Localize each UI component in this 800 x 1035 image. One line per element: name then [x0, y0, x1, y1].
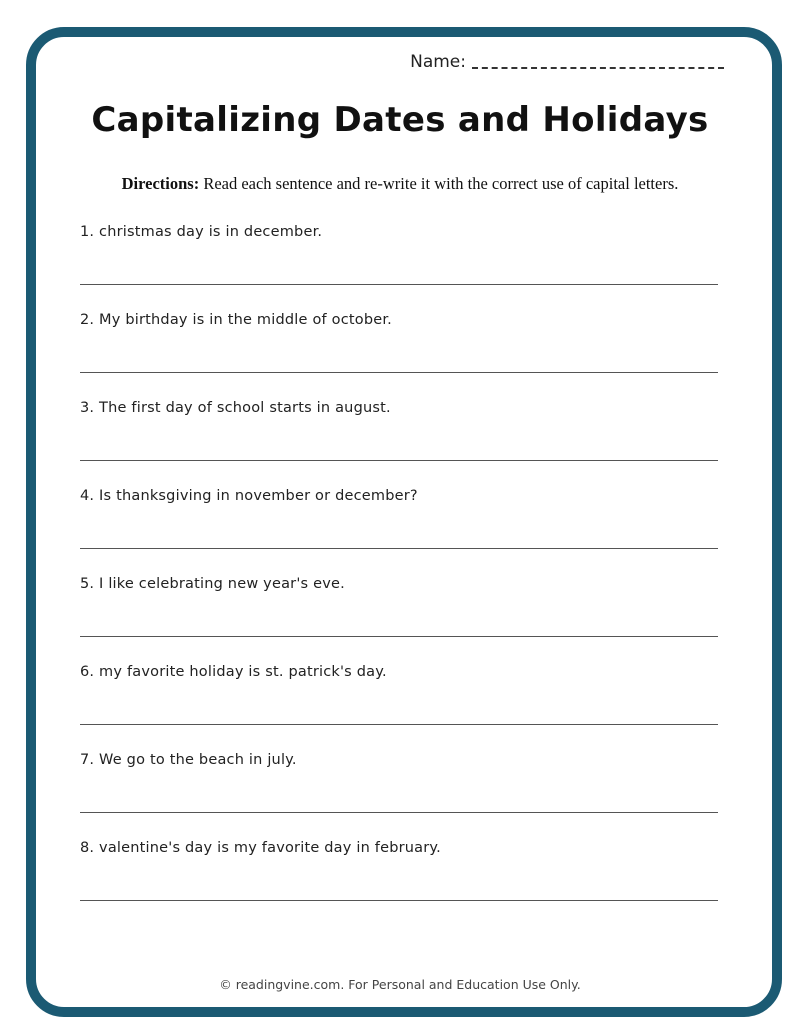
name-blank-line[interactable] [472, 66, 724, 69]
question-item [80, 838, 720, 926]
question-text: 8. valentine's day is my favorite day in february. [80, 840, 441, 856]
answer-line[interactable] [80, 460, 718, 461]
answer-line[interactable] [80, 812, 718, 813]
directions [0, 174, 800, 194]
answer-line[interactable] [80, 548, 718, 549]
page-title: Capitalizing Dates and Holidays [91, 100, 709, 140]
answer-line[interactable] [80, 284, 718, 285]
directions-text: Read each sentence and re-write it with the correct use of capital letters. [199, 174, 679, 193]
question-text: 3. The first day of school starts in august. [80, 400, 391, 416]
copyright-footer: © readingvine.com. For Personal and Education Use Only. [219, 977, 581, 992]
question-list [80, 222, 720, 926]
question-item [80, 222, 720, 310]
question-text: 4. Is thanksgiving in november or december? [80, 488, 418, 504]
question-text: 7. We go to the beach in july. [80, 752, 297, 768]
question-text: 1. christmas day is in december. [80, 224, 323, 240]
directions-label: Directions: [121, 174, 200, 193]
question-text: 6. my favorite holiday is st. patrick's day. [80, 664, 387, 680]
answer-line[interactable] [80, 900, 718, 901]
question-item [80, 310, 720, 398]
question-text: 5. I like celebrating new year's eve. [80, 576, 345, 592]
question-item [80, 574, 720, 662]
answer-line[interactable] [80, 724, 718, 725]
answer-line[interactable] [80, 372, 718, 373]
question-item [80, 662, 720, 750]
question-text: 2. My birthday is in the middle of october. [80, 312, 392, 328]
name-label: Name: [410, 52, 466, 72]
name-field[interactable] [410, 52, 724, 72]
answer-line[interactable] [80, 636, 718, 637]
question-item [80, 486, 720, 574]
question-item [80, 398, 720, 486]
question-item [80, 750, 720, 838]
